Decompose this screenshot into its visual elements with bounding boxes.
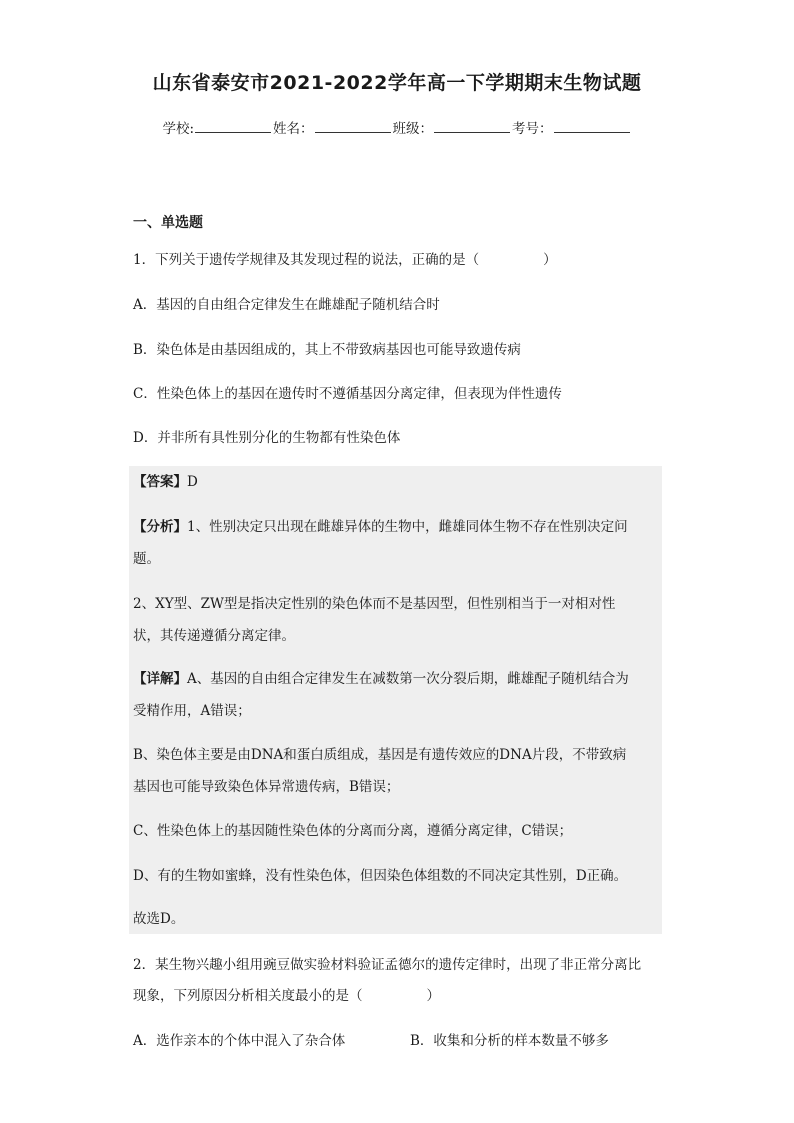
detail-line-3: B、染色体主要是由DNA和蛋白质组成，基因是有遗传效应的DNA片段，不带致病 [133,747,627,763]
question-2-option-b: B．收集和分析的样本数量不够多 [410,1033,609,1049]
student-info-row [0,117,794,137]
class-blank [434,131,510,133]
question-2-stem-line-1: 2．某生物兴趣小组用豌豆做实验材料验证孟德尔的遗传定律时，出现了非正常分离比 [133,957,642,973]
question-1-option-a: A．基因的自由组合定律发生在雌雄配子随机结合时 [133,297,440,313]
question-1-option-b: B．染色体是由基因组成的，其上不带致病基因也可能导致遗传病 [133,342,521,358]
detail-line-2: 受精作用，A错误； [133,703,251,719]
analysis-line-4: 状，其传递遵循分离定律。 [133,628,295,644]
exam-no-label: 考号： [512,121,553,137]
detail-line-1: 【详解】A、基因的自由组合定律发生在减数第一次分裂后期，雌雄配子随机结合为 [133,671,629,687]
detail-tag: 【详解】 [133,671,187,687]
answer-tag: 【答案】 [133,474,187,490]
section-title: 一、单选题 [133,215,203,231]
detail-line-4: 基因也可能导致染色体异常遗传病，B错误； [133,779,400,795]
analysis-line-2: 题。 [133,551,160,567]
question-2-option-a: A．选作亲本的个体中混入了杂合体 [133,1033,346,1049]
page-title: 山东省泰安市2021-2022学年高一下学期期末生物试题 [152,72,642,94]
answer-value: D [187,474,198,490]
name-label: 姓名： [273,121,314,137]
school-label: 学校: [162,121,195,137]
analysis-tag: 【分析】 [133,519,187,535]
question-1-option-c: C．性染色体上的基因在遗传时不遵循基因分离定律，但表现为伴性遗传 [133,386,562,402]
question-1-option-d: D．并非所有具性别分化的生物都有性染色体 [133,430,401,446]
detail-line-5: C、性染色体上的基因随性染色体的分离而分离，遵循分离定律，C错误； [133,823,573,839]
analysis-line-3: 2、XY型、ZW型是指决定性别的染色体而不是基因型，但性别相当于一对相对性 [133,596,616,612]
name-blank [315,131,391,133]
answer-line [133,472,198,492]
question-1-stem: 1．下列关于遗传学规律及其发现过程的说法，正确的是（ ） [133,252,557,268]
class-label: 班级： [392,121,434,137]
analysis-line-1: 【分析】1、性别决定只出现在雌雄异体的生物中，雌雄同体生物不存在性别决定问 [133,519,628,535]
exam-no-blank [554,131,630,133]
school-blank [195,131,271,133]
question-2-stem-line-2: 现象，下列原因分析相关度最小的是（ ） [133,988,440,1004]
detail-line-7: 故选D。 [133,911,185,927]
detail-line-6: D、有的生物如蜜蜂，没有性染色体，但因染色体组数的不同决定其性别，D正确。 [133,868,628,884]
